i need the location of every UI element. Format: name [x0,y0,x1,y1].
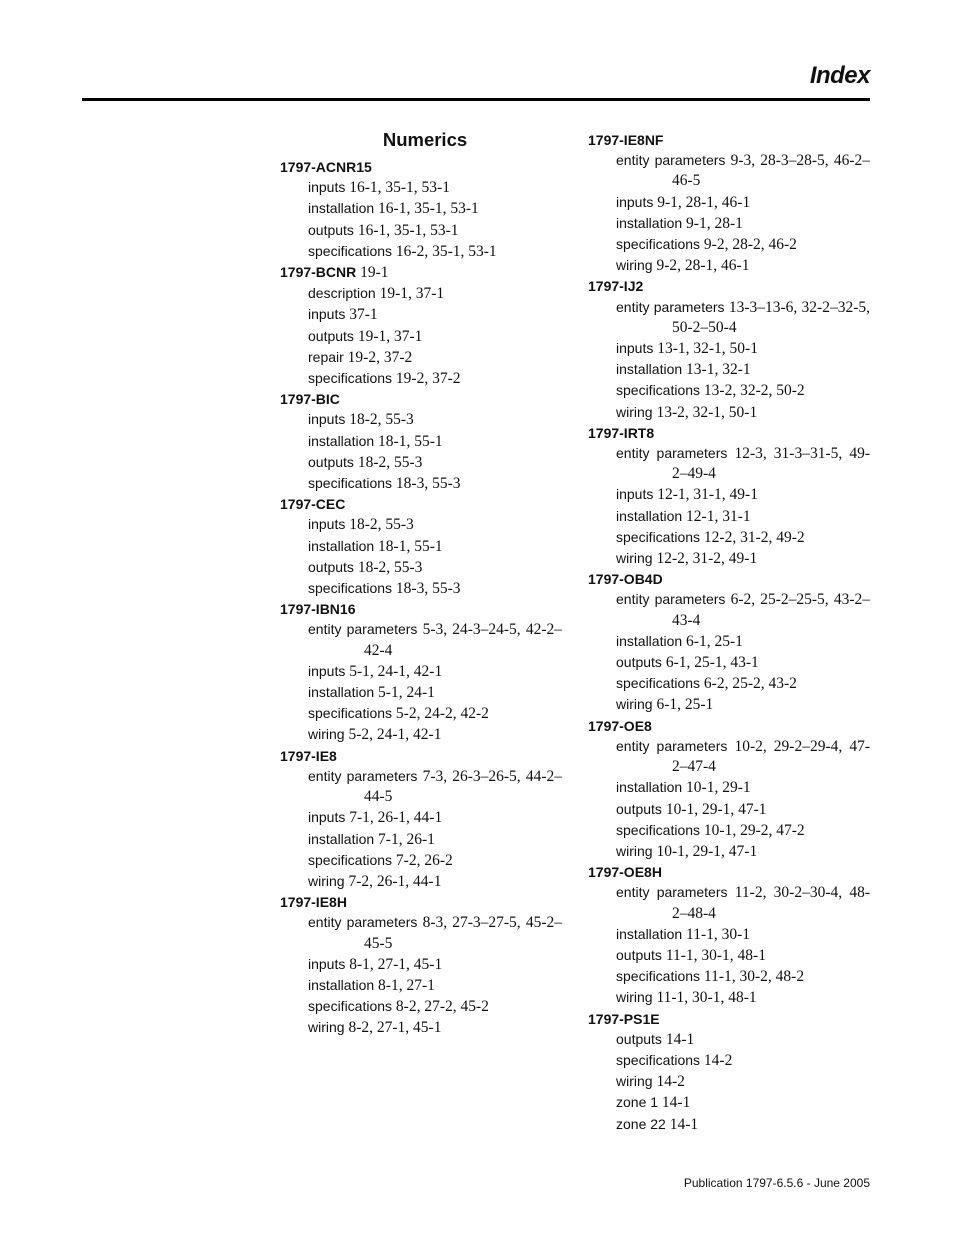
index-entry-title: 1797-IE8H [280,894,347,911]
index-entry [588,423,870,569]
index-subentry-term: specifications [308,851,393,868]
index-subentry [588,213,870,234]
index-entry-heading [280,494,562,514]
index-subentry-term: inputs [308,179,346,196]
index-subentry-term: wiring [616,842,653,859]
index-entry-heading [588,716,870,736]
index-subentry-term: inputs [616,486,654,503]
index-subentry-pages: 8-2, 27-1, 45-1 [348,1019,442,1037]
index-entry [280,157,562,262]
index-subentry-term: outputs [308,327,354,344]
index-subentry-pages: 7-2, 26-1, 44-1 [348,872,442,890]
page-title: Index [809,62,870,89]
index-subentry-pages: 7-2, 26-2 [395,851,453,869]
index-subentry-pages: 18-1, 55-1 [378,537,443,555]
index-subentry-term: entity parameters [616,445,728,462]
index-subentry-pages: 8-1, 27-1, 45-1 [349,955,443,973]
index-subentry-pages: 11-1, 30-1 [686,925,751,943]
index-entry-title: 1797-OE8H [588,864,662,881]
index-subentry [588,338,870,359]
index-subentry [280,578,562,599]
index-subentry-pages: 6-2, 25-2–25-5, 43-2–43-4 [672,591,870,629]
index-subentry [588,799,870,820]
index-subentry-term: inputs [616,193,654,210]
index-subentry-term: installation [308,432,375,449]
index-subentry [280,871,562,892]
publication-footer: Publication 1797-6.5.6 - June 2005 [683,1176,870,1190]
index-subentry-term: specifications [616,1051,701,1068]
index-subentry-term: installation [308,830,375,847]
index-entry-heading [280,262,562,283]
index-subentry [588,1114,870,1135]
index-entry-heading [588,276,870,296]
index-entry [280,892,562,1038]
index-subentry-term: entity parameters [616,298,725,315]
index-entry-list [588,130,870,1135]
index-subentry [588,150,870,191]
index-subentry [588,443,870,484]
index-subentry-term: entity parameters [308,914,418,931]
index-subentry-pages: 5-1, 24-1 [378,684,435,702]
index-entry-title: 1797-IBN16 [280,601,356,618]
index-subentry-term: outputs [616,1030,662,1047]
index-subentry [588,589,870,630]
index-subentry [280,619,562,660]
index-entry [280,494,562,599]
index-subentry-pages: 14-1 [661,1094,691,1112]
index-entry-heading [280,389,562,409]
index-entry-title: 1797-ACNR15 [280,159,372,175]
index-subentry-term: zone 1 [616,1094,659,1111]
index-subentry [588,297,870,338]
index-subentry [280,368,562,389]
index-subentry-term: entity parameters [308,621,418,638]
index-subentry [280,912,562,953]
index-subentry-pages: 18-3, 55-3 [395,580,461,598]
index-subentry [588,966,870,987]
index-subentry-pages: 5-2, 24-1, 42-1 [348,726,442,744]
index-entry-title: 1797-IE8 [280,747,337,764]
index-subentry-term: specifications [308,475,393,492]
index-subentry-term: zone 22 [616,1115,666,1132]
index-entry-title: 1797-CEC [280,496,346,513]
index-entry [588,862,870,1008]
index-subentry [588,841,870,862]
index-subentry-pages: 16-1, 35-1, 53-1 [357,221,459,239]
index-subentry-pages: 16-2, 35-1, 53-1 [395,242,497,260]
index-subentry [588,380,870,401]
index-subentry [588,673,870,694]
index-subentry [280,347,562,368]
index-subentry [588,736,870,777]
index-subentry-term: inputs [308,516,346,533]
index-subentry-pages: 6-2, 25-2, 43-2 [703,675,797,693]
index-subentry-pages: 18-1, 55-1 [378,432,443,450]
index-subentry [588,527,870,548]
index-subentry [280,304,562,325]
index-subentry [588,945,870,966]
index-subentry-term: installation [616,779,683,796]
index-subentry-pages: 7-3, 26-3–26-5, 44-2–44-5 [364,767,562,806]
index-subentry-term: wiring [308,872,345,889]
index-subentry [280,996,562,1017]
index-subentry-term: outputs [616,654,662,671]
index-column-left [280,128,562,1039]
index-subentry-pages: 18-2, 55-3 [357,453,423,471]
index-subentry-term: specifications [616,528,701,545]
index-entry-list [280,157,562,1039]
index-entry-title: 1797-IJ2 [588,278,644,295]
index-subentry-pages: 14-1 [665,1030,695,1048]
index-subentry-pages: 37-1 [349,306,378,324]
index-subentry-term: specifications [616,968,701,985]
index-subentry-term: wiring [616,696,653,713]
index-subentry-pages: 16-1, 35-1, 53-1 [349,179,450,197]
index-subentry [280,326,562,347]
index-subentry-pages: 9-1, 28-1, 46-1 [657,193,751,211]
index-subentry [280,661,562,682]
index-subentry-pages: 10-2, 29-2–29-4, 47-2–47-4 [672,737,870,776]
index-subentry-pages: 12-2, 31-2, 49-2 [703,528,805,546]
index-subentry-pages: 11-1, 30-1, 48-1 [656,989,757,1007]
index-subentry-term: wiring [616,403,653,420]
index-entry-title: 1797-PS1E [588,1010,660,1027]
index-subentry-pages: 14-2 [703,1051,733,1069]
index-entry-heading [588,423,870,443]
index-subentry-term: installation [308,200,375,217]
index-entry-heading [280,599,562,619]
index-subentry-term: outputs [308,221,354,238]
index-entry-pages: 19-1 [360,264,389,282]
index-subentry-term: specifications [308,705,393,722]
index-subentry [588,484,870,505]
index-subentry [280,241,562,262]
index-subentry [280,514,562,535]
index-subentry-pages: 13-3–13-6, 32-2–32-5, 50-2–50-4 [672,298,870,336]
index-entry [280,599,562,745]
section-heading: Numerics [382,129,468,150]
index-subentry-term: installation [616,925,683,942]
index-subentry-term: specifications [308,580,393,597]
index-subentry-term: inputs [308,411,346,428]
index-subentry-pages: 18-2, 55-3 [357,558,423,576]
index-subentry [280,283,562,304]
index-subentry [280,975,562,996]
index-subentry-pages: 12-3, 31-3–31-5, 49-2–49-4 [672,445,870,483]
index-subentry-pages: 6-1, 25-1 [686,632,743,650]
header-rule [82,98,870,101]
index-subentry-pages: 10-1, 29-1, 47-1 [665,800,767,818]
index-subentry [588,882,870,923]
index-entry [588,569,870,715]
index-subentry-term: installation [616,361,683,378]
index-subentry-pages: 10-1, 29-1 [686,779,751,797]
index-subentry-pages: 18-2, 55-3 [349,411,414,429]
index-subentry-pages: 6-1, 25-1 [656,696,714,714]
index-subentry-pages: 18-2, 55-3 [349,516,414,534]
index-subentry-pages: 8-1, 27-1 [378,976,435,994]
index-subentry-pages: 5-2, 24-2, 42-2 [395,705,489,723]
index-entry [588,1009,870,1135]
index-entry-heading [280,746,562,766]
index-subentry-term: installation [308,684,375,701]
index-subentry-pages: 9-2, 28-2, 46-2 [703,236,797,254]
index-subentry [588,1092,870,1113]
index-subentry-term: specifications [308,998,393,1015]
index-subentry [280,177,562,198]
index-entry-title: 1797-OB4D [588,571,663,588]
index-subentry [588,234,870,255]
index-subentry-term: wiring [616,550,653,567]
index-subentry-term: wiring [616,1073,653,1090]
index-subentry-term: specifications [616,675,701,692]
index-subentry-pages: 5-3, 24-3–24-5, 42-2–42-4 [364,621,562,659]
index-subentry-term: entity parameters [616,737,728,754]
index-subentry [280,1017,562,1038]
index-subentry-term: entity parameters [616,591,726,608]
index-subentry-pages: 7-1, 26-1 [378,830,435,848]
index-subentry [280,409,562,430]
index-subentry-term: specifications [616,236,701,253]
index-subentry [280,473,562,494]
index-subentry [588,652,870,673]
index-entry [588,276,870,422]
index-subentry-pages: 13-2, 32-2, 50-2 [703,382,805,400]
index-subentry-term: entity parameters [616,884,728,901]
index-entry-title: 1797-IRT8 [588,424,655,441]
index-entry-heading [588,862,870,882]
index-entry [280,746,562,892]
index-entry-title: 1797-BCNR [280,264,357,281]
index-subentry-pages: 11-1, 30-1, 48-1 [665,946,766,964]
index-subentry-pages: 11-2, 30-2–30-4, 48-2–48-4 [672,884,870,922]
index-subentry [588,402,870,423]
index-subentry [588,694,870,715]
index-subentry-term: installation [616,507,683,524]
index-subentry [588,987,870,1008]
index-subentry-term: specifications [308,242,393,259]
index-subentry-pages: 8-3, 27-3–27-5, 45-2–45-5 [364,914,562,952]
index-subentry-pages: 9-2, 28-1, 46-1 [656,257,750,275]
index-subentry-pages: 13-2, 32-1, 50-1 [656,403,758,421]
index-subentry-term: wiring [308,1019,345,1036]
index-subentry-pages: 19-2, 37-2 [347,348,413,366]
index-subentry [280,682,562,703]
index-subentry-pages: 12-1, 31-1, 49-1 [657,486,758,504]
index-subentry [280,557,562,578]
index-subentry-term: installation [308,537,375,554]
index-subentry [280,220,562,241]
index-subentry-term: description [308,285,376,302]
index-subentry [280,829,562,850]
index-subentry-pages: 13-1, 32-1, 50-1 [657,340,758,358]
index-subentry-pages: 8-2, 27-2, 45-2 [395,998,489,1016]
index-subentry-term: outputs [308,453,354,470]
index-subentry-term: outputs [616,800,662,817]
index-entry [280,262,562,389]
index-subentry [280,850,562,871]
index-subentry [588,1050,870,1071]
index-subentry-pages: 19-1, 37-1 [357,327,423,345]
index-subentry-pages: 9-1, 28-1 [686,214,743,232]
index-subentry-term: installation [308,976,375,993]
index-entry [588,716,870,862]
index-subentry-pages: 7-1, 26-1, 44-1 [349,809,443,827]
index-subentry-pages: 19-2, 37-2 [395,370,461,388]
index-subentry-term: inputs [308,306,346,323]
index-subentry-term: inputs [616,340,654,357]
index-entry-heading [280,892,562,912]
index-subentry-term: installation [616,632,683,649]
index-subentry [280,954,562,975]
index-subentry-term: wiring [616,257,653,274]
index-entry [280,389,562,494]
index-subentry [588,924,870,945]
index-subentry-term: wiring [616,989,653,1006]
index-subentry-pages: 18-3, 55-3 [395,475,461,493]
index-subentry [280,198,562,219]
index-subentry-pages: 6-1, 25-1, 43-1 [665,654,759,672]
index-subentry [588,1071,870,1092]
index-subentry [280,452,562,473]
index-subentry [280,766,562,807]
index-subentry-pages: 5-1, 24-1, 42-1 [349,662,443,680]
index-entry-title: 1797-IE8NF [588,132,664,148]
index-entry-heading [588,130,870,150]
index-subentry [280,536,562,557]
index-subentry [280,807,562,828]
index-subentry-pages: 14-2 [656,1073,685,1091]
index-entry-title: 1797-BIC [280,391,340,408]
index-subentry-pages: 14-1 [669,1115,699,1133]
index-subentry [588,359,870,380]
index-subentry-term: outputs [616,946,662,963]
index-subentry [588,631,870,652]
index-subentry [588,192,870,213]
index-subentry-term: wiring [308,726,345,743]
index-subentry-term: inputs [308,662,346,679]
index-subentry-pages: 10-1, 29-1, 47-1 [656,842,758,860]
index-subentry-term: specifications [308,370,393,387]
index-subentry [588,820,870,841]
index-subentry-term: inputs [308,809,346,826]
index-subentry [588,548,870,569]
index-entry-title: 1797-OE8 [588,717,652,734]
index-subentry-pages: 12-1, 31-1 [686,507,751,525]
index-subentry-pages: 13-1, 32-1 [686,361,751,379]
index-subentry-term: inputs [308,955,346,972]
index-subentry-pages: 12-2, 31-2, 49-1 [656,550,758,568]
index-subentry-term: installation [616,214,683,231]
index-subentry [280,724,562,745]
index-subentry-pages: 19-1, 37-1 [379,285,445,303]
index-subentry-term: entity parameters [308,767,418,784]
index-entry-heading [588,1009,870,1029]
index-subentry-term: specifications [616,821,701,838]
index-entry-heading [588,569,870,589]
index-column-right [588,130,870,1135]
index-subentry-term: specifications [616,382,701,399]
index-subentry-pages: 10-1, 29-2, 47-2 [703,821,805,839]
index-subentry [280,703,562,724]
index-subentry-term: repair [308,348,344,365]
index-entry-heading [280,157,562,177]
index-subentry-pages: 16-1, 35-1, 53-1 [378,200,479,218]
index-entry [588,130,870,276]
index-subentry [280,431,562,452]
index-subentry [588,506,870,527]
index-subentry [588,1029,870,1050]
index-subentry-term: outputs [308,558,354,575]
index-subentry-pages: 9-3, 28-3–28-5, 46-2–46-5 [672,152,870,190]
index-subentry-pages: 11-1, 30-2, 48-2 [703,968,805,986]
index-subentry [588,255,870,276]
index-subentry [588,777,870,798]
index-subentry-term: entity parameters [616,152,726,169]
